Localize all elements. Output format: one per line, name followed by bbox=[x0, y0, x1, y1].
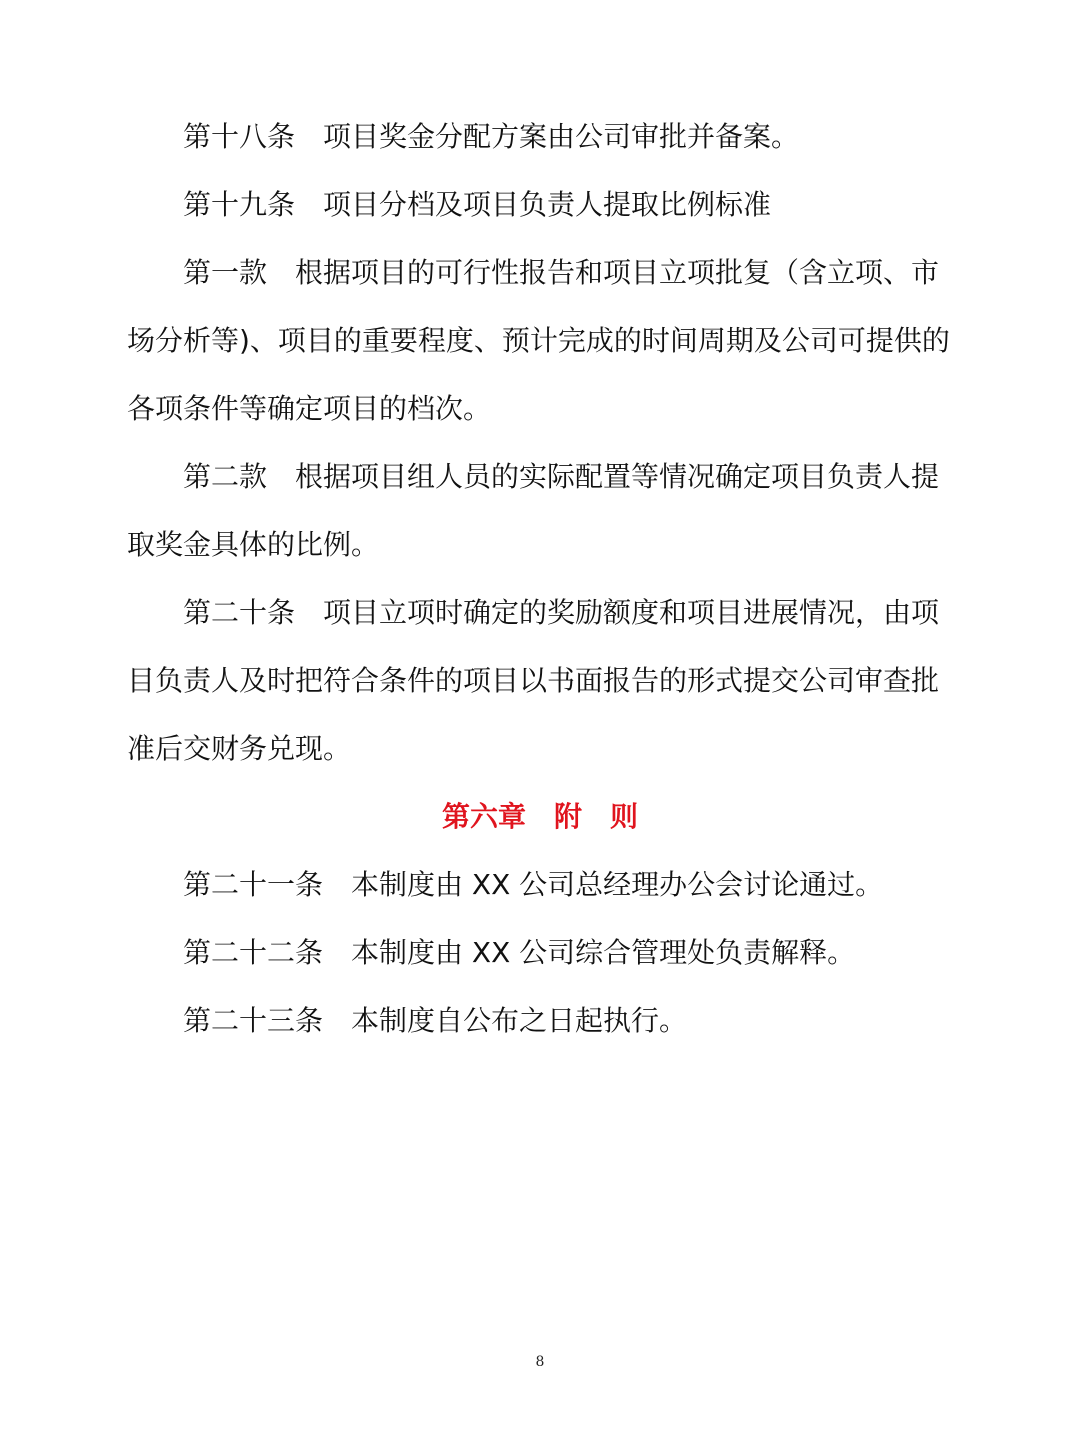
article-text: 项目奖金分配方案由公司审批并备案。 bbox=[323, 120, 800, 153]
article-label: 第十九条 bbox=[183, 188, 296, 221]
article-23 bbox=[127, 987, 953, 1055]
clause-text: 根据项目组人员的实际配置等情况确定项目负责人提取奖金具体的比例。 bbox=[127, 460, 940, 561]
article-text: 项目分档及项目负责人提取比例标准 bbox=[323, 188, 772, 221]
article-20 bbox=[127, 579, 953, 783]
article-22 bbox=[127, 919, 953, 987]
article-text: 本制度由 XX 公司总经理办公会讨论通过。 bbox=[351, 868, 884, 901]
article-label: 第十八条 bbox=[183, 120, 296, 153]
clause-text: 根据项目的可行性报告和项目立项批复（含立项、市场分析等)、项目的重要程度、预计完成的时间周期及公司可提供的各项条件等确定项目的档次。 bbox=[127, 256, 950, 425]
clause-label: 第一款 bbox=[183, 256, 268, 289]
article-19 bbox=[127, 171, 953, 239]
article-label: 第二十三条 bbox=[183, 1004, 324, 1037]
clause-1 bbox=[127, 239, 953, 443]
chapter-heading bbox=[127, 783, 953, 851]
clause-label: 第二款 bbox=[183, 460, 268, 493]
article-label: 第二十二条 bbox=[183, 936, 324, 969]
page-number: 8 bbox=[535, 1354, 545, 1370]
chapter-title-word-1: 附 bbox=[553, 800, 582, 833]
article-label: 第二十条 bbox=[183, 596, 296, 629]
chapter-number: 第六章 bbox=[441, 800, 526, 833]
article-text: 项目立项时确定的奖励额度和项目进展情况，由项目负责人及时把符合条件的项目以书面报告的形式提交公司审查批准后交财务兑现。 bbox=[127, 596, 940, 765]
article-18 bbox=[127, 103, 953, 171]
chapter-title-word-2: 则 bbox=[610, 800, 639, 833]
article-label: 第二十一条 bbox=[183, 868, 324, 901]
article-21 bbox=[127, 851, 953, 919]
article-text: 本制度自公布之日起执行。 bbox=[351, 1004, 688, 1037]
clause-2 bbox=[127, 443, 953, 579]
article-text: 本制度由 XX 公司综合管理处负责解释。 bbox=[351, 936, 856, 969]
document-body bbox=[127, 103, 953, 1055]
